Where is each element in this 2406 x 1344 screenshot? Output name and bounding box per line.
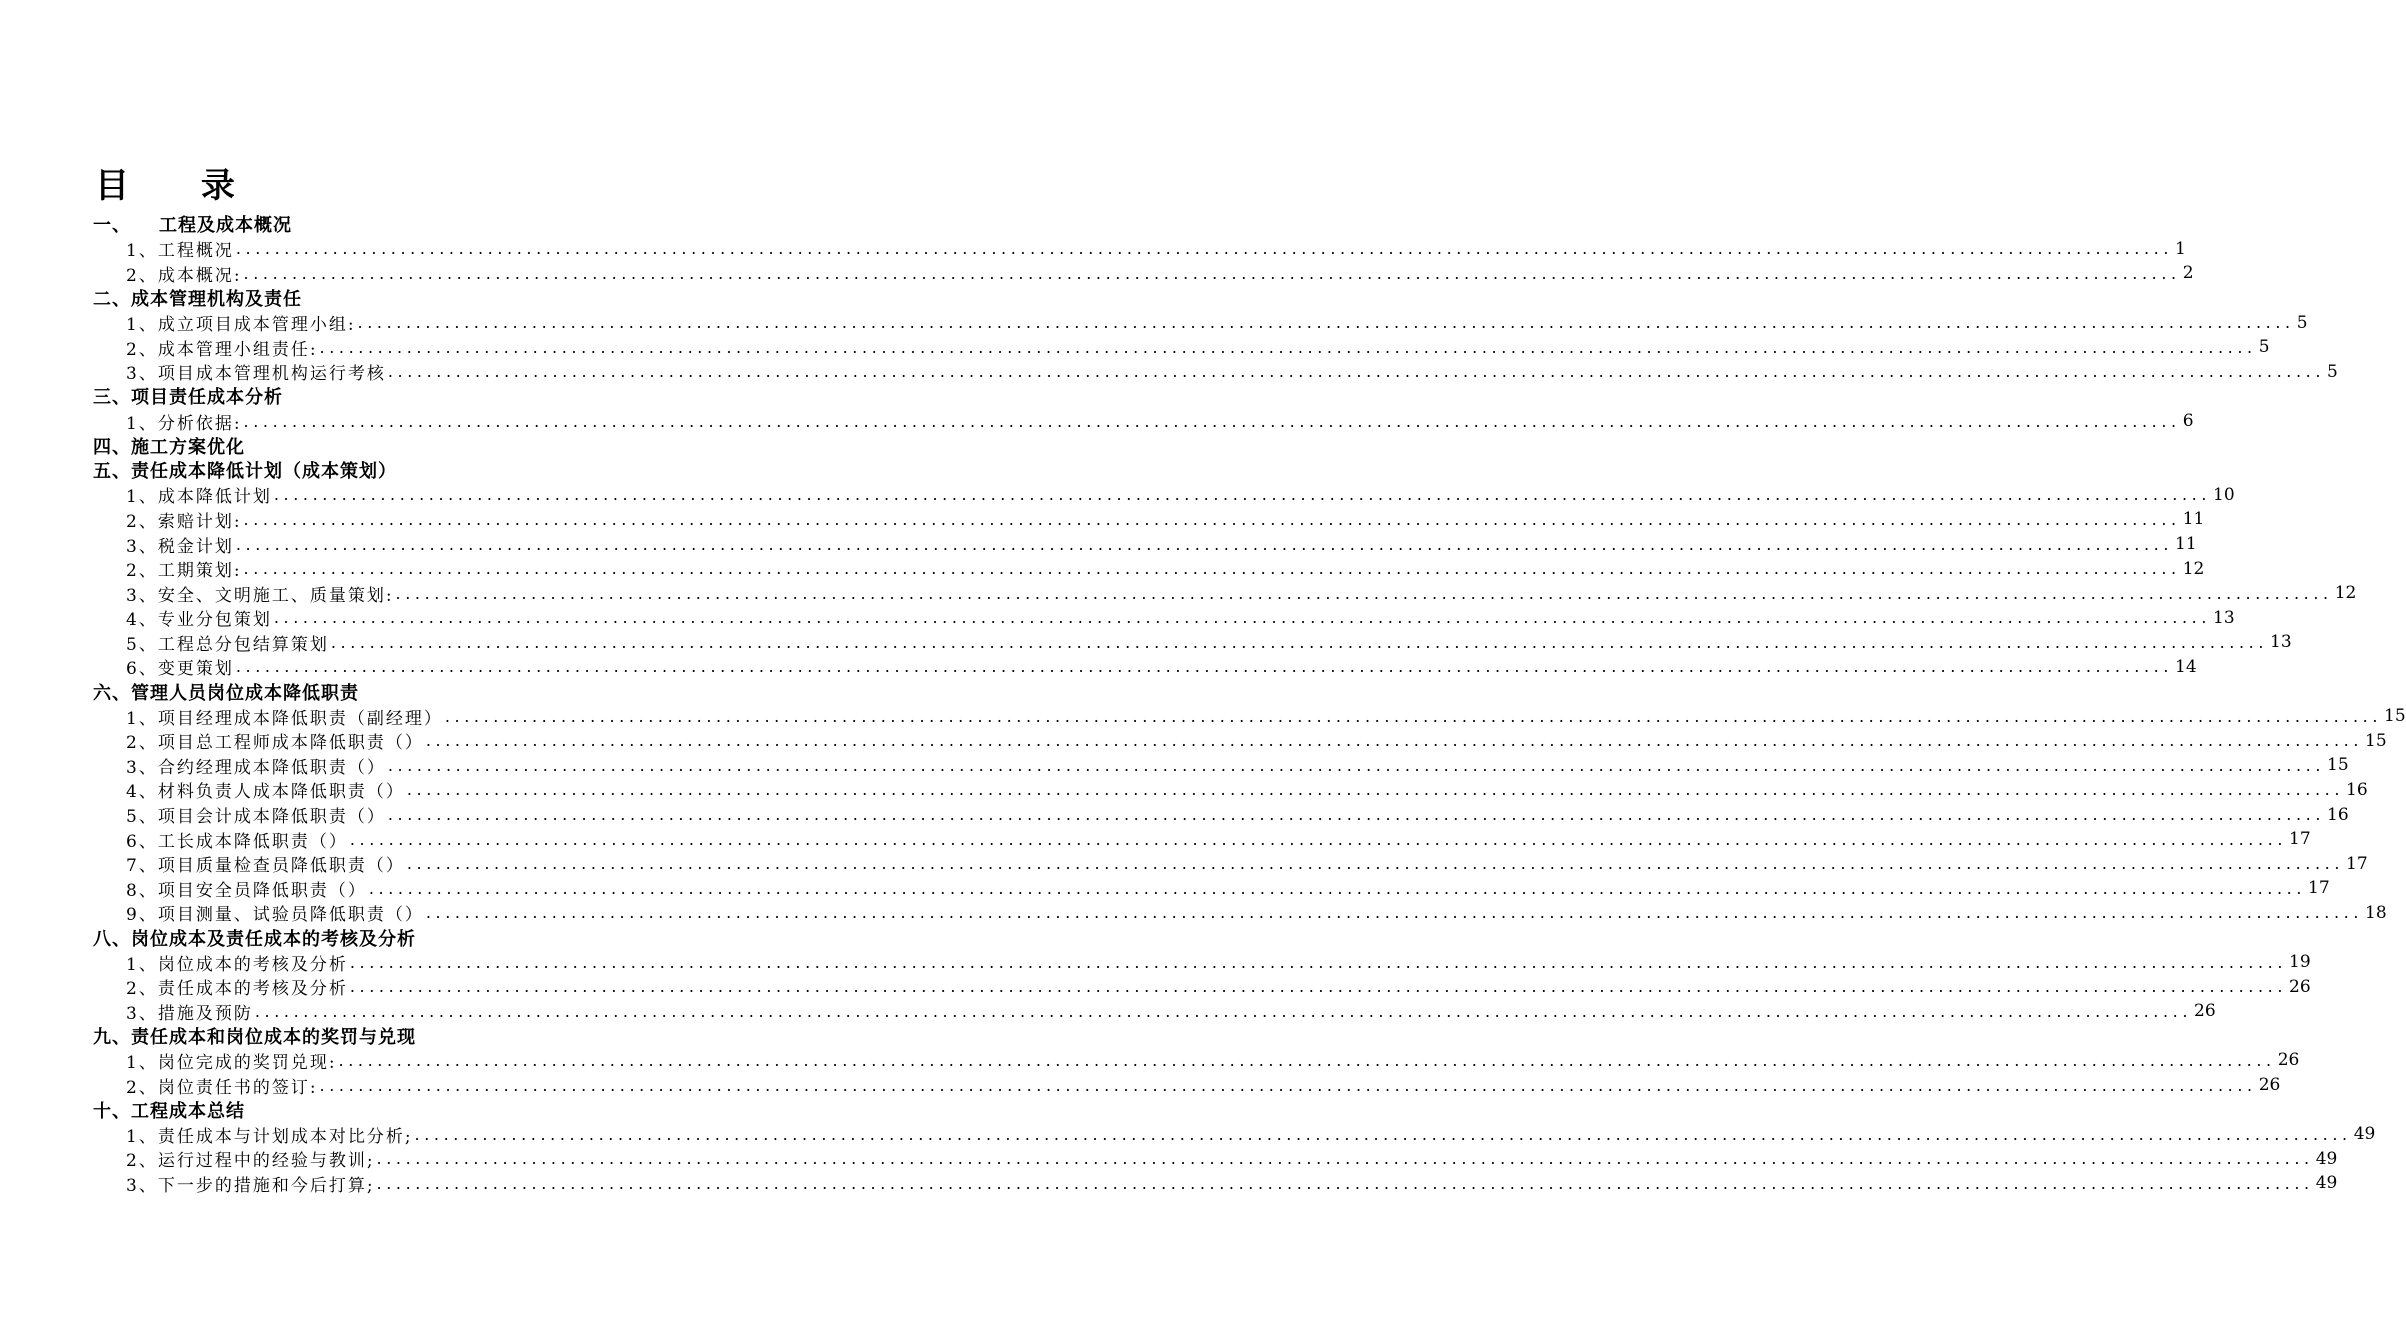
dot-leader: ........................................................................................................................................................................................................ — [414, 1124, 2352, 1144]
section-number: 四、 — [93, 436, 131, 458]
dot-leader: ........................................................................................................................................................................................................ — [387, 755, 2326, 775]
toc-section-heading[interactable] — [93, 1097, 859, 1122]
dot-leader: ........................................................................................................................................................................................................ — [235, 239, 2174, 259]
entry-label: 2、运行过程中的经验与教训; — [126, 1151, 375, 1172]
entry-label-tail: ） — [366, 757, 386, 778]
toc-entry[interactable] — [93, 507, 2205, 532]
page-number: 26 — [2277, 1050, 2300, 1071]
page-number: 11 — [2175, 534, 2197, 555]
entry-label: 1、成立项目成本管理小组: — [126, 315, 356, 336]
page-number: 10 — [2213, 484, 2235, 505]
toc-entry[interactable] — [93, 876, 2330, 901]
table-of-contents — [93, 212, 2406, 1196]
section-number: 二、 — [93, 289, 131, 311]
dot-leader: ........................................................................................................................................................................................................ — [319, 1075, 2257, 1095]
page-number: 49 — [2315, 1173, 2338, 1194]
entry-label: 2、工期策划: — [126, 561, 242, 582]
dot-leader: ........................................................................................................................................................................................................ — [243, 509, 2181, 529]
entry-label-tail: ） — [385, 782, 405, 803]
toc-entry[interactable] — [93, 360, 2338, 385]
page-number: 17 — [2346, 853, 2368, 874]
page-number: 12 — [2334, 583, 2357, 604]
dot-leader: ........................................................................................................................................................................................................ — [235, 534, 2174, 554]
toc-entry[interactable] — [93, 237, 2186, 262]
toc-entry[interactable] — [93, 483, 2235, 508]
dot-leader: ........................................................................................................................................................................................................ — [425, 731, 2364, 751]
section-number: 一、 — [93, 215, 131, 237]
dot-leader: ........................................................................................................................................................................................................ — [330, 632, 2269, 652]
page-number: 26 — [2258, 1075, 2281, 1096]
entry-label-tail: ） — [328, 831, 348, 852]
dot-leader: ........................................................................................................................................................................................................ — [376, 1173, 2314, 1193]
dot-leader: ........................................................................................................................................................................................................ — [406, 780, 2345, 800]
toc-entry[interactable] — [93, 310, 2308, 336]
page-number: 5 — [2327, 361, 2338, 382]
dot-leader: ........................................................................................................................................................................................................ — [406, 854, 2345, 874]
section-number: 九、 — [93, 1026, 131, 1048]
page-number: 5 — [2296, 312, 2308, 333]
page-number: 11 — [2182, 509, 2205, 530]
page-number: 26 — [2194, 1001, 2216, 1022]
toc-entry[interactable] — [93, 532, 2197, 557]
toc-entry[interactable] — [93, 1073, 2281, 1098]
entry-label: 3、措施及预防 — [126, 1003, 253, 1024]
toc-section-heading[interactable] — [93, 1024, 859, 1049]
dot-leader: ........................................................................................................................................................................................................ — [243, 263, 2181, 283]
section-title: 责任成本和岗位成本的奖罚与兑现 — [131, 1026, 416, 1048]
section-title: 工程成本总结 — [131, 1100, 245, 1122]
page-number: 6 — [2182, 411, 2194, 432]
toc-entry[interactable] — [93, 778, 2368, 803]
page-number: 49 — [2353, 1124, 2376, 1145]
dot-leader: ........................................................................................................................................................................................................ — [319, 337, 2257, 357]
page-number: 5 — [2258, 337, 2270, 358]
toc-entry[interactable] — [93, 827, 2311, 852]
entry-label-tail: ） — [404, 905, 424, 926]
section-title: 责任成本降低计划（成本策划） — [131, 461, 397, 483]
page-number: 13 — [2213, 607, 2235, 628]
toc-entry[interactable] — [93, 606, 2235, 631]
entry-label: 3、税金计划 — [126, 536, 234, 557]
toc-entry[interactable] — [93, 655, 2197, 680]
dot-leader: ........................................................................................................................................................................................................ — [349, 977, 2288, 997]
toc-entry[interactable] — [93, 1171, 2338, 1196]
page-number: 17 — [2308, 878, 2330, 899]
toc-entry[interactable] — [93, 901, 2387, 926]
section-number: 八、 — [93, 928, 131, 950]
entry-label: 5、项目会计成本降低职责（ — [126, 807, 367, 828]
toc-entry[interactable] — [93, 261, 2194, 286]
dot-leader: ........................................................................................................................................................................................................ — [273, 608, 2212, 628]
entry-label: 3、合约经理成本降低职责（ — [126, 757, 367, 778]
toc-entry[interactable] — [93, 753, 2349, 778]
toc-entry[interactable] — [93, 728, 2387, 754]
entry-label: 1、责任成本与计划成本对比分析; — [126, 1126, 413, 1147]
toc-section-heading[interactable] — [93, 212, 859, 237]
entry-label-tail: ） — [404, 733, 424, 754]
entry-label: 4、材料负责人成本降低职责（ — [126, 782, 386, 803]
entry-label: 1、成本降低计划 — [126, 487, 272, 508]
section-number: 五、 — [93, 461, 131, 483]
entry-label: 1、岗位成本的考核及分析 — [126, 954, 348, 975]
entry-label: 1、项目经理成本降低职责（副经理 — [126, 708, 424, 729]
toc-section-heading[interactable] — [93, 433, 859, 458]
entry-label: 4、专业分包策划 — [126, 610, 272, 631]
dot-leader: ........................................................................................................................................................................................................ — [243, 411, 2181, 431]
dot-leader: ........................................................................................................................................................................................................ — [357, 313, 2295, 333]
section-title: 成本管理机构及责任 — [131, 289, 302, 311]
toc-entry[interactable] — [93, 1048, 2300, 1073]
toc-entry[interactable] — [93, 999, 2216, 1024]
page-number: 49 — [2315, 1148, 2338, 1169]
toc-entry[interactable] — [93, 950, 2311, 975]
toc-entry[interactable] — [93, 581, 2357, 606]
entry-label: 2、责任成本的考核及分析 — [126, 979, 348, 1000]
section-title: 工程及成本概况 — [159, 215, 292, 237]
page-number: 16 — [2346, 779, 2368, 800]
page-number: 19 — [2289, 952, 2311, 973]
entry-label: 7、项目质量检查员降低职责（ — [126, 856, 386, 877]
entry-label: 1、分析依据: — [126, 413, 242, 434]
toc-entry[interactable] — [93, 974, 2311, 1000]
entry-label: 3、项目成本管理机构运行考核 — [126, 364, 386, 385]
page-number: 18 — [2365, 902, 2387, 923]
entry-label: 5、工程总分包结算策划 — [126, 634, 329, 655]
dot-leader: ........................................................................................................................................................................................................ — [349, 952, 2288, 972]
entry-label: 6、工长成本降低职责（ — [126, 831, 329, 852]
toc-entry[interactable] — [93, 851, 2368, 877]
entry-label: 3、安全、文明施工、质量策划: — [126, 585, 394, 606]
dot-leader: ........................................................................................................................................................................................................ — [425, 903, 2364, 923]
toc-section-heading[interactable] — [93, 925, 859, 950]
dot-leader: ........................................................................................................................................................................................................ — [376, 1149, 2314, 1169]
entry-label: 3、下一步的措施和今后打算; — [126, 1175, 375, 1196]
dot-leader: ........................................................................................................................................................................................................ — [444, 706, 2383, 726]
entry-label-tail: ） — [423, 708, 443, 729]
page-number: 1 — [2175, 238, 2186, 259]
entry-label-tail: ） — [366, 807, 386, 828]
dot-leader: ........................................................................................................................................................................................................ — [387, 362, 2326, 382]
section-title: 施工方案优化 — [131, 436, 245, 458]
page-number: 15 — [2384, 706, 2406, 727]
dot-leader: ........................................................................................................................................................................................................ — [387, 805, 2326, 825]
dot-leader: ........................................................................................................................................................................................................ — [395, 583, 2333, 603]
toc-section-heading[interactable] — [93, 286, 859, 311]
dot-leader: ........................................................................................................................................................................................................ — [349, 829, 2288, 849]
page-number: 15 — [2327, 755, 2349, 776]
entry-label: 6、变更策划 — [126, 659, 234, 680]
page-number: 26 — [2289, 976, 2311, 997]
toc-entry[interactable] — [93, 556, 2205, 582]
section-title: 岗位成本及责任成本的考核及分析 — [131, 928, 416, 950]
section-title: 管理人员岗位成本降低职责 — [131, 682, 359, 704]
toc-entry[interactable] — [93, 630, 2292, 655]
dot-leader: ........................................................................................................................................................................................................ — [243, 559, 2181, 579]
page-number: 16 — [2327, 804, 2349, 825]
section-number: 六、 — [93, 682, 131, 704]
entry-label: 2、成本管理小组责任: — [126, 339, 318, 360]
entry-label-tail: ） — [385, 856, 405, 877]
page-number: 14 — [2175, 656, 2197, 677]
toc-entry[interactable] — [93, 802, 2349, 828]
entry-label: 8、项目安全员降低职责（ — [126, 880, 348, 901]
toc-entry[interactable] — [93, 335, 2270, 360]
section-title: 项目责任成本分析 — [131, 387, 283, 409]
dot-leader: ........................................................................................................................................................................................................ — [254, 1001, 2193, 1021]
section-number: 十、 — [93, 1100, 131, 1122]
entry-label: 2、索赔计划: — [126, 511, 242, 532]
page-number: 17 — [2289, 829, 2311, 850]
dot-leader: ........................................................................................................................................................................................................ — [273, 485, 2212, 505]
toc-entry[interactable] — [93, 409, 2194, 434]
entry-label: 9、项目测量、试验员降低职责（ — [126, 905, 405, 926]
toc-entry[interactable] — [93, 704, 2406, 729]
entry-label-tail: ） — [347, 880, 367, 901]
page-number: 12 — [2182, 558, 2205, 579]
page-title: 目 录 — [95, 166, 265, 206]
entry-label: 2、岗位责任书的签订: — [126, 1077, 318, 1098]
toc-section-heading[interactable] — [93, 458, 859, 483]
dot-leader: ........................................................................................................................................................................................................ — [368, 878, 2307, 898]
page-number: 2 — [2182, 263, 2194, 284]
dot-leader: ........................................................................................................................................................................................................ — [235, 657, 2174, 677]
entry-label: 1、工程概况 — [126, 241, 234, 262]
entry-label: 2、成本概况: — [126, 265, 242, 286]
toc-section-heading[interactable] — [93, 679, 859, 704]
dot-leader: ........................................................................................................................................................................................................ — [338, 1050, 2276, 1070]
page-number: 15 — [2365, 730, 2387, 751]
page-number: 13 — [2270, 632, 2292, 653]
toc-entry[interactable] — [93, 1147, 2338, 1172]
toc-section-heading[interactable] — [93, 384, 859, 409]
toc-entry[interactable] — [93, 1122, 2376, 1147]
entry-label: 2、项目总工程师成本降低职责（ — [126, 733, 405, 754]
entry-label: 1、岗位完成的奖罚兑现: — [126, 1052, 337, 1073]
section-number: 三、 — [93, 387, 131, 409]
